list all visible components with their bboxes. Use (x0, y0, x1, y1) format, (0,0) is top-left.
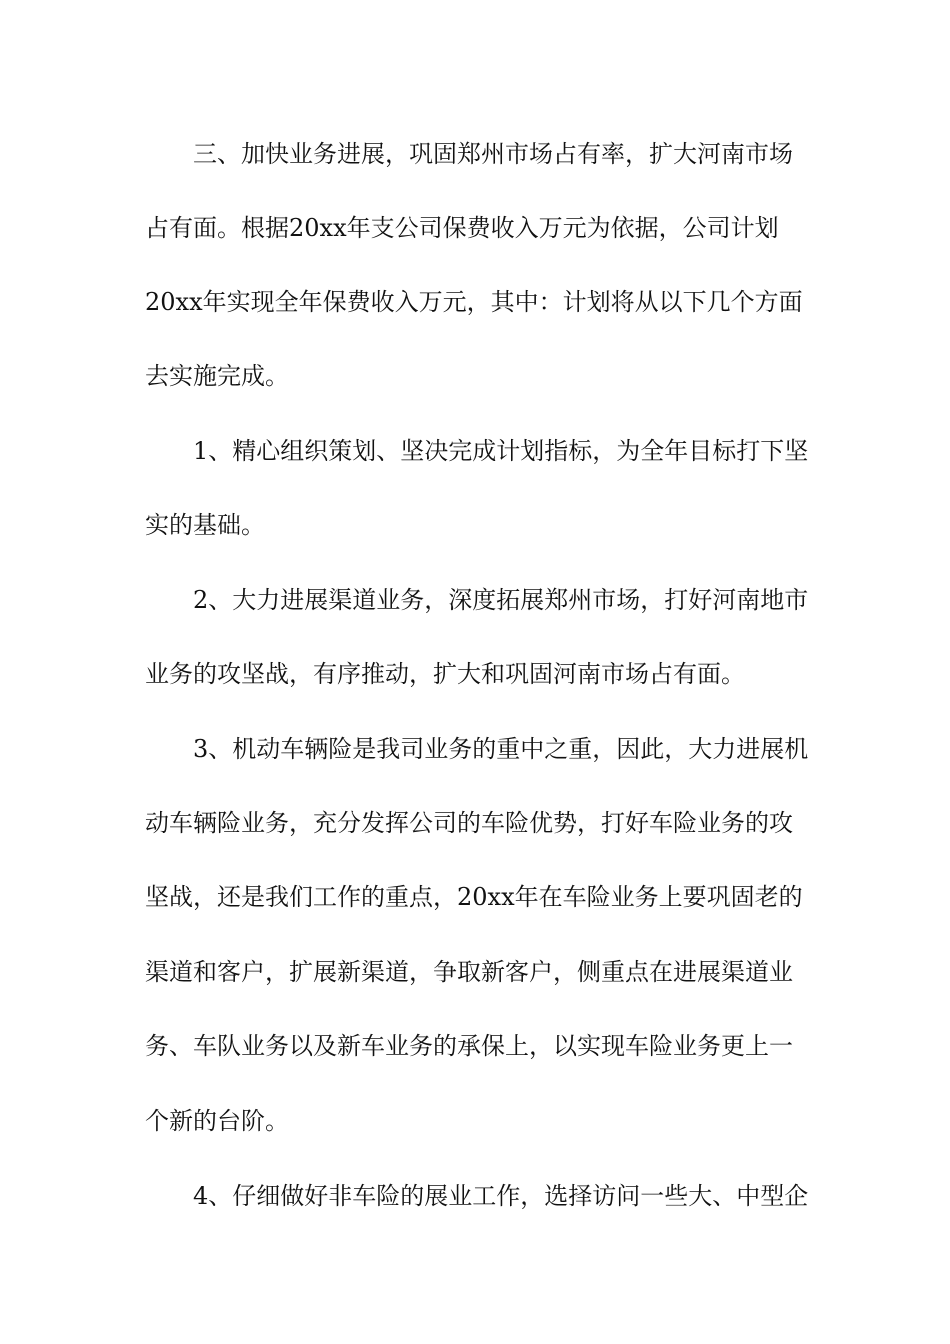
item-1-line-1: 1、精心组织策划、坚决完成计划指标，为全年目标打下坚 (193, 437, 809, 465)
item-1-line-2: 实的基础。 (145, 511, 265, 539)
paragraph-3-heading-line-1: 三、加快业务进展，巩固郑州市场占有率，扩大河南市场 (193, 140, 793, 168)
item-2-line-2: 业务的攻坚战，有序推动，扩大和巩固河南市场占有面。 (145, 660, 745, 688)
item-4-line-1: 4、仔细做好非车险的展业工作，选择访问一些大、中型企 (193, 1182, 809, 1210)
item-3-line-6: 个新的台阶。 (145, 1107, 289, 1135)
item-3-line-3: 坚战，还是我们工作的重点，20xx年在车险业务上要巩固老的 (145, 883, 803, 911)
item-3-line-1: 3、机动车辆险是我司业务的重中之重，因此，大力进展机 (193, 735, 809, 763)
item-2-line-1: 2、大力进展渠道业务，深度拓展郑州市场，打好河南地市 (193, 586, 809, 614)
paragraph-3-heading-line-4: 去实施完成。 (145, 362, 289, 390)
paragraph-3-heading-line-2: 占有面。根据20xx年支公司保费收入万元为依据，公司计划 (145, 214, 779, 242)
item-3-line-2: 动车辆险业务，充分发挥公司的车险优势，打好车险业务的攻 (145, 809, 793, 837)
item-3-line-4: 渠道和客户，扩展新渠道，争取新客户，侧重点在进展渠道业 (145, 958, 793, 986)
item-3-line-5: 务、车队业务以及新车业务的承保上，以实现车险业务更上一 (145, 1032, 793, 1060)
paragraph-3-heading-line-3: 20xx年实现全年保费收入万元，其中：计划将从以下几个方面 (145, 288, 803, 316)
